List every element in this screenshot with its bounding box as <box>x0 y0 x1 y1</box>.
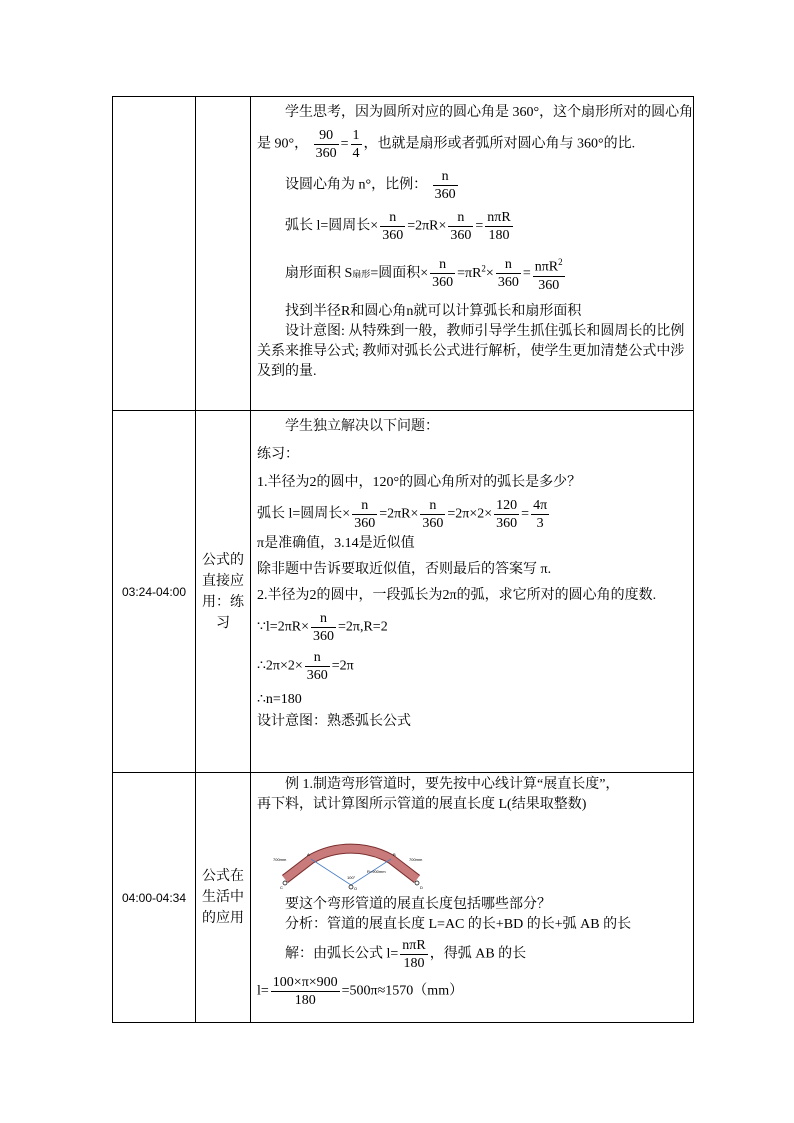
point-b-label: B <box>393 852 396 857</box>
text-line: 设计意图：熟悉弧长公式 <box>257 714 411 729</box>
text-line: 学生思考，因为圆所对应的圆心角是 360°，这个扇形所对的圆心角 <box>285 105 694 120</box>
text-line: 2.半径为2的圆中，一段弧长为2π的弧，求它所对的圆心角的度数. <box>257 588 657 603</box>
text-line: 练习： <box>257 447 299 462</box>
table-row <box>113 97 694 411</box>
text-line: 找到半径R和圆心角n就可以计算弧长和扇形面积 <box>285 303 582 319</box>
content-cell <box>251 773 694 1023</box>
formula-line: 设圆心角为 n°，比例： $\frac{n}{360}$ <box>285 169 456 202</box>
left-dimension-label: 700mm <box>273 857 287 862</box>
content-cell <box>251 97 694 411</box>
formula-line: ∴2π×2× $\frac{n}{360}$ =2π <box>257 650 354 683</box>
step-cell <box>196 97 251 411</box>
time-cell <box>113 97 196 411</box>
time-cell: 04:00-04:34 <box>113 773 196 1023</box>
point-c-marker <box>283 881 287 885</box>
point-a-label: A <box>307 852 310 857</box>
pipe-diagram <box>271 821 431 891</box>
radius-label: R=900mm <box>367 869 386 874</box>
angle-label: 100° <box>347 875 356 880</box>
formula-line: 是 90°， $\frac{90}{360}$ = $\frac{1}{4}$ ，也就是扇形或者弧所对圆心角与 360°的比. <box>257 128 636 161</box>
table-row <box>113 773 694 1023</box>
point-o-label: O <box>354 886 358 891</box>
text-line: 学生独立解决以下问题： <box>285 419 439 434</box>
time-cell: 03:24-04:00 <box>113 411 196 773</box>
formula-line: 扇形面积 S扇形=圆面积× $\frac{n}{360}$ $=\pi R^2\times$ $\frac{n}{360}$ = $\frac{n\pi R^2}{360}$ <box>257 254 687 294</box>
table-row <box>113 411 694 773</box>
text-line: 例 1.制造弯形管道时，要先按中心线计算“展直长度”， <box>285 777 620 792</box>
formula-line: ∵l=2πR× $\frac{n}{360}$ =2π,R=2 <box>257 611 388 644</box>
formula-line: 弧长 l=圆周长× $\frac{n}{360}$ =2πR× $\frac{n}{360}$ =2π×2× $\frac{120}{360}$ = $\frac{4\pi}{3}$ <box>257 498 548 531</box>
step-cell: 公式在生活中的应用 <box>196 773 251 1023</box>
step-cell: 公式的直接应用：练习 <box>196 411 251 773</box>
point-c-label: C <box>280 885 283 890</box>
text-line: π是准确值，3.14是近似值 <box>257 536 415 551</box>
radius-line-a <box>311 859 351 885</box>
point-o-marker <box>349 885 353 889</box>
right-dimension-label: 700mm <box>409 857 423 862</box>
text-line: 除非题中告诉要取近似值，否则最后的答案写 π. <box>257 562 552 577</box>
text-line: 分析：管道的展直长度 L=AC 的长+BD 的长+弧 AB 的长 <box>285 917 632 932</box>
content-cell <box>251 411 694 773</box>
formula-line: 解：由弧长公式 l= $\frac{\text{nπR}}{180}$ ，得弧 AB 的长 <box>285 938 527 971</box>
text-line: ∴n=180 <box>257 692 302 707</box>
point-d-label: D <box>420 885 423 890</box>
formula-line: l= $\frac{100\times\pi\times 900}{180}$ =500π≈1570（mm） <box>257 975 464 1008</box>
formula-line: 弧长 l=圆周长× $\frac{n}{360}$ =2πR× $\frac{n}{360}$ = $\frac{\text{nπR}}{180}$ <box>285 210 511 243</box>
text-line: 1.半径为2的圆中，120°的圆心角所对的弧长是多少？ <box>257 475 582 490</box>
text-line: 再下料，试计算图所示管道的展直长度 L(结果取整数) <box>257 797 587 812</box>
text-line: 要这个弯形管道的展直长度包括哪些部分？ <box>285 897 551 912</box>
point-d-marker <box>415 881 419 885</box>
design-intent: 设计意图: 从特殊到一般，教师引导学生抓住弧长和圆周长的比例关系来推导公式; 教师对弧长公式进行解析，使学生更加清楚公式中涉及到的量. <box>257 323 685 379</box>
lesson-table <box>112 96 694 1023</box>
